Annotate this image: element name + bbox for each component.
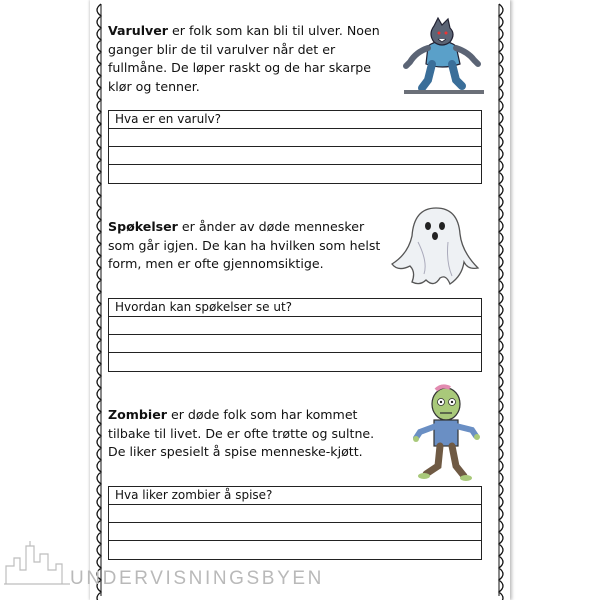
werewolf-illustration — [398, 16, 486, 96]
scallop-edge — [97, 4, 101, 600]
text-spokelser: er ånder av døde mennesker som går igjen. De kan ha hvilken som helst form, men er ofte gjennomsiktige. — [108, 219, 381, 271]
zombie-illustration — [412, 384, 482, 492]
worksheet-page — [90, 0, 510, 600]
ghost-illustration — [388, 202, 484, 292]
keyword-varulver: Varulver — [108, 23, 169, 38]
paragraph-zombier — [108, 406, 388, 462]
keyword-spokelser: Spøkelser — [108, 219, 178, 234]
question-spokelser: Hvordan kan spøkelser se ut? — [109, 299, 481, 317]
answer-line[interactable] — [109, 505, 481, 523]
answer-line[interactable] — [109, 129, 481, 147]
text-varulver: er folk som kan bli til ulver. Noen ganger blir de til varulver når det er fullmåne. De løper raskt og de har skarpe klør og tenner. — [108, 23, 380, 94]
question-varulver: Hva er en varulv? — [109, 111, 481, 129]
watermark — [4, 540, 324, 590]
keyword-zombier: Zombier — [108, 407, 167, 422]
watermark-text: UNDERVISNINGSBYEN — [70, 568, 324, 589]
text-zombier: er døde folk som har kommet tilbake til livet. De er ofte trøtte og sultne. De liker spesielt å spise menneske-kjøtt. — [108, 407, 375, 459]
paragraph-spokelser — [108, 218, 388, 274]
answer-line[interactable] — [109, 335, 481, 353]
scallop-edge — [499, 4, 503, 600]
answer-line[interactable] — [109, 523, 481, 541]
city-skyline-logo — [4, 540, 74, 586]
answer-line[interactable] — [109, 165, 481, 183]
answer-line[interactable] — [109, 147, 481, 165]
answer-box-spokelser — [108, 298, 482, 372]
answer-box-varulver — [108, 110, 482, 184]
answer-line[interactable] — [109, 317, 481, 335]
paragraph-varulver — [108, 22, 388, 96]
answer-line[interactable] — [109, 353, 481, 371]
question-zombier: Hva liker zombier å spise? — [109, 487, 481, 505]
